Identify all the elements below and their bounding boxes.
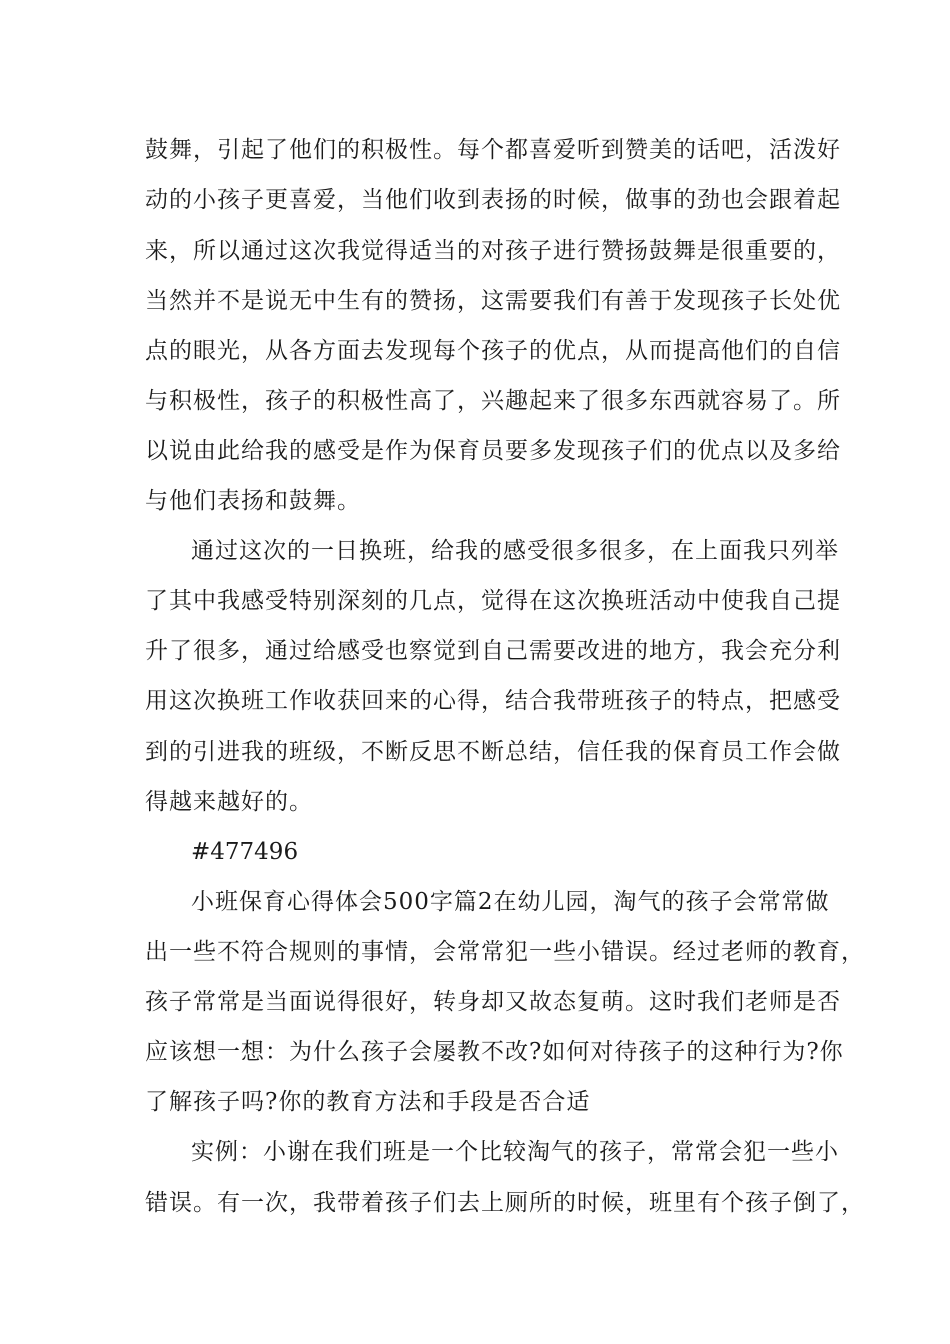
- text-line: 错误。有一次，我带着孩子们去上厕所的时候，班里有个孩子倒了，: [145, 1190, 865, 1216]
- text-line: 孩子常常是当面说得很好，转身却又故态复萌。这时我们老师是否: [145, 989, 841, 1015]
- text-line: 小班保育心得体会500字篇2在幼儿园，淘气的孩子会常常做: [191, 889, 830, 915]
- text-line: 了其中我感受特别深刻的几点，觉得在这次换班活动中使我自己提: [145, 588, 841, 614]
- text-line: 与他们表扬和鼓舞。: [145, 488, 361, 514]
- text-line: 动的小孩子更喜爱，当他们收到表扬的时候，做事的劲也会跟着起: [145, 187, 841, 213]
- text-line: 应该想一想：为什么孩子会屡教不改?如何对待孩子的这种行为?你: [145, 1039, 844, 1065]
- text-line: 以说由此给我的感受是作为保育员要多发现孩子们的优点以及多给: [145, 438, 841, 464]
- text-line: 当然并不是说无中生有的赞扬，这需要我们有善于发现孩子长处优: [145, 288, 841, 314]
- text-line: 通过这次的一日换班，给我的感受很多很多，在上面我只列举: [191, 538, 839, 564]
- text-line: 与积极性，孩子的积极性高了，兴趣起来了很多东西就容易了。所: [145, 388, 841, 414]
- text-line: 得越来越好的。: [145, 789, 313, 815]
- text-line: 实例：小谢在我们班是一个比较淘气的孩子，常常会犯一些小: [191, 1139, 839, 1165]
- text-line: 来，所以通过这次我觉得适当的对孩子进行赞扬鼓舞是很重要的，: [145, 238, 841, 264]
- text-line: 了解孩子吗?你的教育方法和手段是否合适: [145, 1089, 591, 1115]
- text-line: 用这次换班工作收获回来的心得，结合我带班孩子的特点，把感受: [145, 688, 841, 714]
- text-line: 出一些不符合规则的事情，会常常犯一些小错误。经过老师的教育，: [145, 939, 865, 965]
- text-line: 升了很多，通过给感受也察觉到自己需要改进的地方，我会充分利: [145, 638, 841, 664]
- text-line: 点的眼光，从各方面去发现每个孩子的优点，从而提高他们的自信: [145, 338, 841, 364]
- document-id: #477496: [191, 839, 299, 865]
- text-line: 到的引进我的班级，不断反思不断总结，信任我的保育员工作会做: [145, 739, 841, 765]
- text-line: 鼓舞，引起了他们的积极性。每个都喜爱听到赞美的话吧，活泼好: [145, 137, 841, 163]
